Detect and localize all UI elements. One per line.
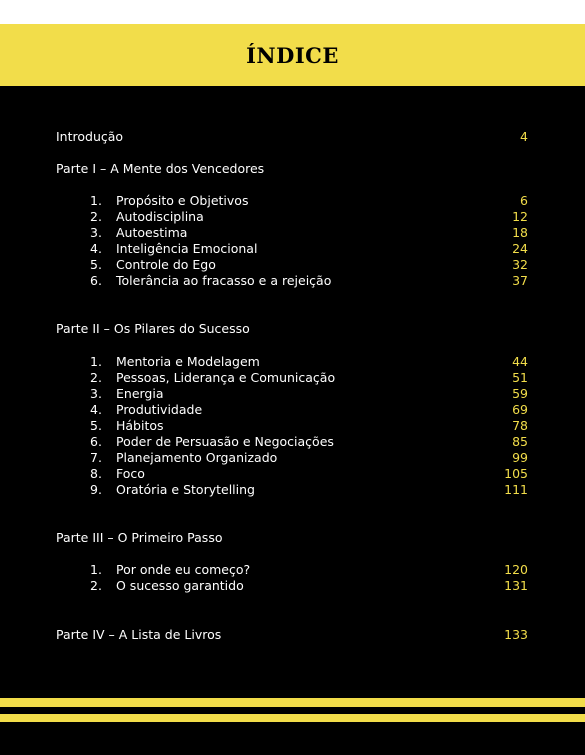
toc-entry-label: Planejamento Organizado xyxy=(116,450,278,465)
toc-entry[interactable] xyxy=(0,386,585,402)
toc-entry-number: 6. xyxy=(90,273,102,288)
toc-entry-label: O sucesso garantido xyxy=(116,578,244,593)
toc-entry-label: Introdução xyxy=(56,129,124,144)
toc-section-label: Parte III – O Primeiro Passo xyxy=(56,530,223,545)
toc-entry-label: Poder de Persuasão e Negociações xyxy=(116,434,334,449)
toc-entry[interactable] xyxy=(0,370,585,386)
toc-entry-label: Pessoas, Liderança e Comunicação xyxy=(116,370,336,385)
toc-entry-number: 5. xyxy=(90,257,102,272)
toc-page-number: 99 xyxy=(512,450,528,465)
toc-entry[interactable] xyxy=(0,402,585,418)
toc-section-part-3[interactable] xyxy=(0,530,585,546)
toc-entry[interactable] xyxy=(0,450,585,466)
footer-stripe-bottom xyxy=(0,714,585,722)
toc-entry-number: 2. xyxy=(90,370,102,385)
toc-page-number: 12 xyxy=(512,209,528,224)
toc-entry[interactable] xyxy=(0,434,585,450)
toc-entry-label: Produtividade xyxy=(116,402,203,417)
toc-section-label: Parte IV – A Lista de Livros xyxy=(56,627,222,642)
toc-entry-label: Foco xyxy=(116,466,145,481)
toc-page-number: 78 xyxy=(512,418,528,433)
toc-entry[interactable] xyxy=(0,241,585,257)
toc-entry-label: Autodisciplina xyxy=(116,209,204,224)
toc-page-number: 4 xyxy=(520,129,528,144)
toc-page-number: 105 xyxy=(504,466,528,481)
toc-page-number: 18 xyxy=(512,225,528,240)
toc-entry[interactable] xyxy=(0,193,585,209)
toc-entry-number: 5. xyxy=(90,418,102,433)
toc-entry-label: Controle do Ego xyxy=(116,257,216,272)
toc-entry[interactable] xyxy=(0,562,585,578)
toc-page-number: 37 xyxy=(512,273,528,288)
toc-page-number: 69 xyxy=(512,402,528,417)
toc-entry-intro[interactable] xyxy=(0,129,585,145)
toc-entry-label: Mentoria e Modelagem xyxy=(116,354,260,369)
toc-entry-label: Energia xyxy=(116,386,164,401)
toc-section-label: Parte II – Os Pilares do Sucesso xyxy=(56,321,250,336)
toc-entry-number: 2. xyxy=(90,578,102,593)
toc-entry-label: Autoestima xyxy=(116,225,188,240)
toc-entry-label: Inteligência Emocional xyxy=(116,241,258,256)
toc-page-number: 111 xyxy=(504,482,528,497)
toc-entry[interactable] xyxy=(0,354,585,370)
toc-entry[interactable] xyxy=(0,257,585,273)
toc-entry[interactable] xyxy=(0,578,585,594)
toc-entry-label: Por onde eu começo? xyxy=(116,562,251,577)
toc-entry-label: Propósito e Objetivos xyxy=(116,193,249,208)
toc-entry-number: 6. xyxy=(90,434,102,449)
toc-entry-number: 7. xyxy=(90,450,102,465)
toc-entry-label: Oratória e Storytelling xyxy=(116,482,255,497)
toc-entry[interactable] xyxy=(0,209,585,225)
toc-section-label: Parte I – A Mente dos Vencedores xyxy=(56,161,265,176)
toc-section-part-2[interactable] xyxy=(0,321,585,337)
toc-entry-label: Hábitos xyxy=(116,418,164,433)
toc-page-number: 85 xyxy=(512,434,528,449)
toc-entry-number: 3. xyxy=(90,225,102,240)
toc-page-number: 59 xyxy=(512,386,528,401)
toc-page-number: 133 xyxy=(504,627,528,642)
toc-entry-number: 9. xyxy=(90,482,102,497)
toc-page-number: 24 xyxy=(512,241,528,256)
toc-section-part-1[interactable] xyxy=(0,161,585,177)
toc-page-number: 51 xyxy=(512,370,528,385)
toc-page-number: 6 xyxy=(520,193,528,208)
toc-page-number: 44 xyxy=(512,354,528,369)
toc-entry-number: 8. xyxy=(90,466,102,481)
toc-entry[interactable] xyxy=(0,482,585,498)
page-title: ÍNDICE xyxy=(246,42,339,68)
toc-entry-number: 1. xyxy=(90,354,102,369)
toc-entry-number: 4. xyxy=(90,402,102,417)
toc-entry-number: 4. xyxy=(90,241,102,256)
toc-entry[interactable] xyxy=(0,418,585,434)
toc-page-number: 32 xyxy=(512,257,528,272)
toc-page-number: 131 xyxy=(504,578,528,593)
toc-entry-number: 2. xyxy=(90,209,102,224)
footer-stripe-top xyxy=(0,698,585,707)
toc-page-number: 120 xyxy=(504,562,528,577)
toc-entry-label: Tolerância ao fracasso e a rejeição xyxy=(116,273,332,288)
toc-entry[interactable] xyxy=(0,225,585,241)
toc-entry-number: 1. xyxy=(90,193,102,208)
toc-entry-number: 3. xyxy=(90,386,102,401)
toc-entry[interactable] xyxy=(0,466,585,482)
toc-section-part-4[interactable] xyxy=(0,627,585,643)
toc-entry[interactable] xyxy=(0,273,585,289)
toc-entry-number: 1. xyxy=(90,562,102,577)
